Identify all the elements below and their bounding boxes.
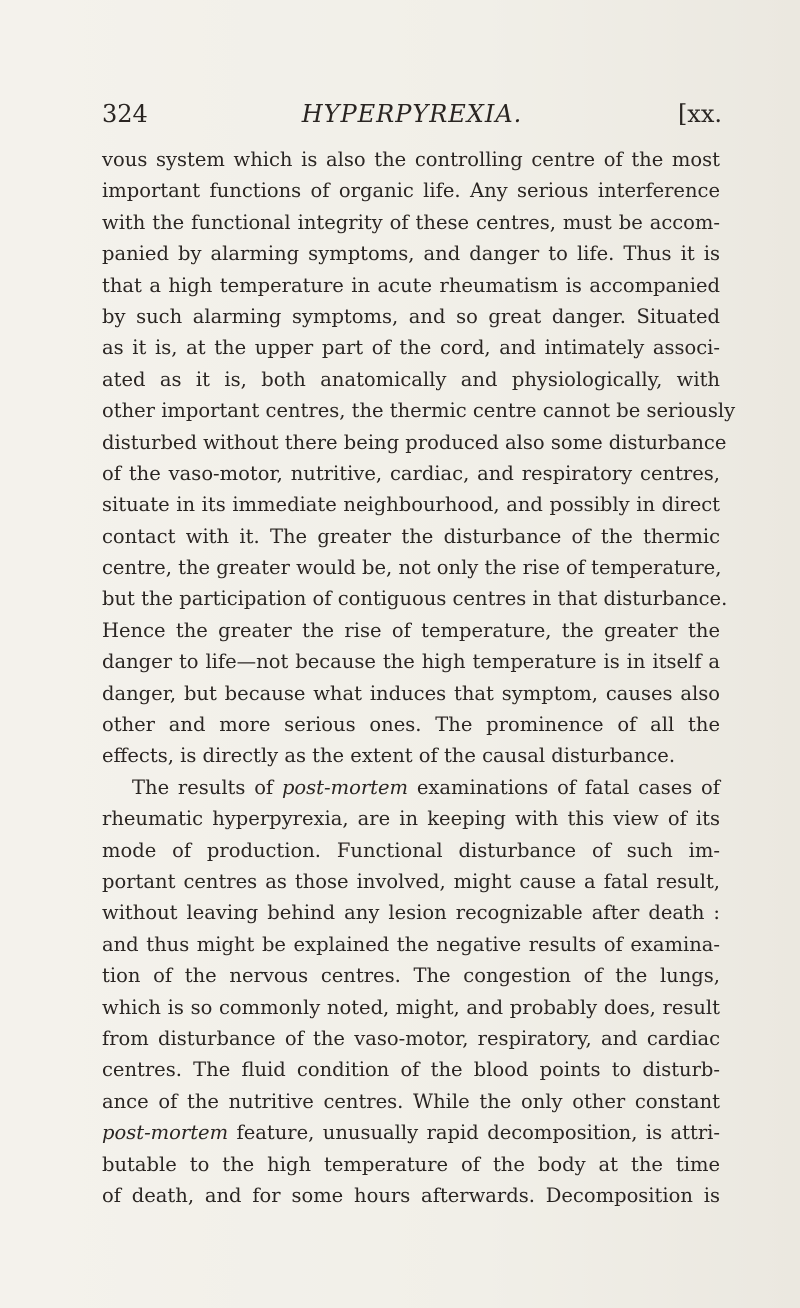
text-line: as it is, at the upper part of the cord, and intimately associ- (102, 336, 720, 360)
text-line: that a high temperature in acute rheumatism is accompanied (102, 273, 720, 297)
text-line: ated as it is, both anatomically and physiologically, with (102, 367, 720, 391)
body-text (102, 144, 736, 1211)
text-line: without leaving behind any lesion recognizable after death : (102, 901, 720, 925)
running-title: HYPERPYREXIA. (301, 100, 523, 128)
italic-term: post-mortem (102, 1121, 229, 1145)
text-line: of the vaso-motor, nutritive, cardiac, and respiratory centres, (102, 461, 720, 485)
text-line: of death, and for some hours afterwards. Decomposition is (102, 1183, 720, 1207)
text-line: danger to life—not because the high temperature is in itself a (102, 650, 720, 674)
text-run: examinations of fatal cases of (408, 775, 720, 799)
text-line: mode of production. Functional disturbance of such im- (102, 838, 720, 862)
text-line: and thus might be explained the negative results of examina- (102, 932, 720, 956)
text-line: portant centres as those involved, might cause a fatal result, (102, 869, 720, 893)
text-line: danger, but because what induces that symptom, causes also (102, 681, 720, 705)
text-line: vous system which is also the controlling centre of the most (102, 148, 720, 171)
text-line: contact with it. The greater the disturbance of the thermic (102, 524, 720, 548)
text-line: rheumatic hyperpyrexia, are in keeping with this view of its (102, 807, 720, 831)
text-line: disturbed without there being produced also some disturbance (102, 430, 727, 454)
italic-term: post-mortem (281, 775, 409, 799)
text-line: centre, the greater would be, not only the rise of temperature, (102, 556, 722, 580)
text-line: situate in its immediate neighbourhood, and possibly in direct (102, 493, 720, 517)
text-run: feature, unusually rapid decomposition, is attri- (228, 1121, 720, 1145)
page-number: 324 (102, 100, 148, 128)
text-line: other important centres, the thermic centre cannot be seriously (102, 399, 736, 423)
section-marker: [xx. (677, 100, 722, 128)
text-line: important functions of organic life. Any serious interference (102, 179, 720, 203)
text-line: with the functional integrity of these centres, must be accom- (102, 210, 720, 234)
text-line: effects, is directly as the extent of the causal disturbance. (102, 744, 676, 768)
page-header (102, 100, 722, 136)
text-line: tion of the nervous centres. The congestion of the lungs, (102, 964, 720, 988)
text-run: The results of (132, 775, 282, 799)
text-line: butable to the high temperature of the body at the time (102, 1152, 720, 1176)
text-line: but the participation of contiguous centres in that disturbance. (102, 587, 728, 611)
text-line: which is so commonly noted, might, and probably does, result (102, 995, 720, 1019)
text-line: centres. The fluid condition of the blood points to disturb- (102, 1058, 720, 1082)
text-line: ance of the nutritive centres. While the only other constant (102, 1089, 720, 1113)
text-line (102, 1117, 720, 1148)
text-line (102, 772, 720, 803)
text-line: panied by alarming symptoms, and danger to life. Thus it is (102, 242, 720, 266)
text-line: by such alarming symptoms, and so great danger. Situated (102, 304, 720, 328)
text-line: from disturbance of the vaso-motor, respiratory, and cardiac (102, 1026, 720, 1050)
text-line: Hence the greater the rise of temperature, the greater the (102, 618, 720, 642)
text-line: other and more serious ones. The prominence of all the (102, 713, 720, 737)
